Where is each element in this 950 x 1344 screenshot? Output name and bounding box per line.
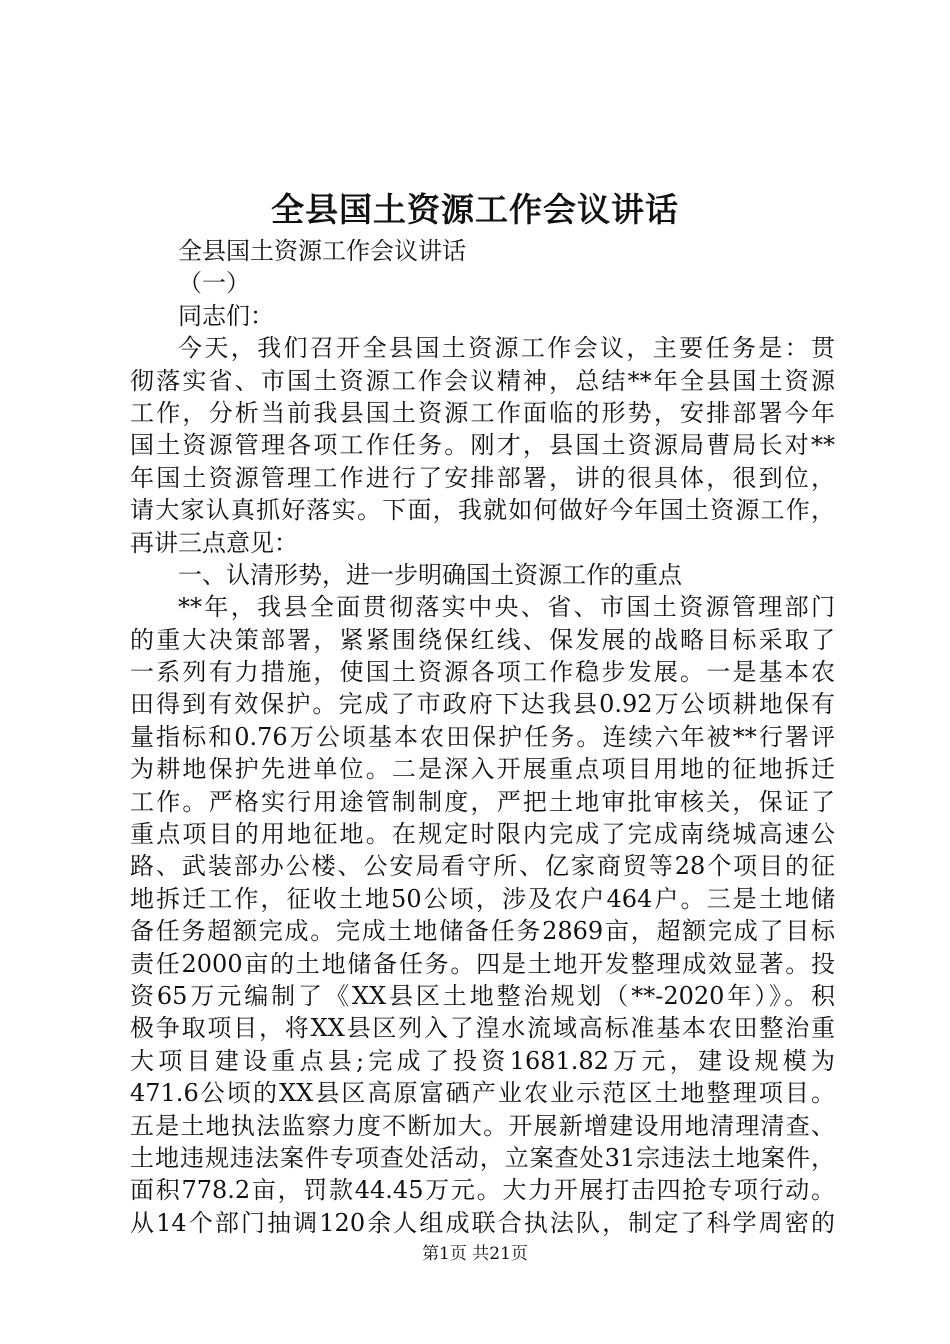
body-line: 工作，分析当前我县国土资源工作面临的形势，安排部署今年 (130, 398, 835, 427)
body-line: 备任务超额完成。完成土地储备任务2869亩，超额完成了目标 (130, 917, 835, 946)
body-line: 全县国土资源工作会议讲话 (178, 237, 466, 265)
body-line: 国土资源管理各项工作任务。刚才，县国土资源局曹局长对** (130, 431, 835, 460)
body-line: 请大家认真抓好落实。下面，我就如何做好今年国土资源工作， (130, 496, 835, 525)
body-line: 工作。严格实行用途管制制度，严把土地审批审核关，保证了 (130, 787, 835, 816)
body-line: **年，我县全面贯彻落实中央、省、市国土资源管理部门 (178, 593, 835, 622)
body-line: 471.6公顷的XX县区高原富硒产业农业示范区土地整理项目。 (130, 1079, 835, 1108)
body-line: 今天，我们召开全县国土资源工作会议，主要任务是：贯 (178, 334, 835, 363)
body-line: 量指标和0.76万公顷基本农田保护任务。连续六年被**行署评 (130, 722, 835, 751)
page-footer: 第1页 共21页 (422, 1244, 528, 1264)
body-line: （一） (178, 269, 250, 298)
body-line: 五是土地执法监察力度不断加大。开展新增建设用地清理清查、 (130, 1111, 835, 1140)
body-line: 面积778.2亩，罚款44.45万元。大力开展打击四抢专项行动。 (130, 1176, 835, 1205)
body-line: 责任2000亩的土地储备任务。四是土地开发整理成效显著。投 (130, 949, 835, 978)
body-line: 路、武装部办公楼、公安局看守所、亿家商贸等28个项目的征 (130, 852, 835, 881)
body-line: 年国土资源管理工作进行了安排部署，讲的很具体，很到位， (130, 463, 835, 492)
body-line: 土地违规违法案件专项查处活动，立案查处31宗违法土地案件， (130, 1143, 835, 1172)
body-line: 的重大决策部署，紧紧围绕保红线、保发展的战略目标采取了 (130, 625, 835, 654)
body-line: 从14个部门抽调120余人组成联合执法队，制定了科学周密的 (130, 1208, 835, 1237)
body-line: 为耕地保护先进单位。二是深入开展重点项目用地的征地拆迁 (130, 755, 835, 784)
body-line: 地拆迁工作，征收土地50公顷，涉及农户464户。三是土地储 (130, 884, 835, 913)
body-line: 田得到有效保护。完成了市政府下达我县0.92万公顷耕地保有 (130, 690, 835, 719)
body-line: 大项目建设重点县;完成了投资1681.82万元，建设规模为 (130, 1046, 835, 1075)
body-line: 再讲三点意见： (130, 528, 298, 557)
body-line: 同志们： (178, 301, 274, 330)
document-body (130, 235, 835, 1239)
section-heading: 一、认清形势，进一步明确国土资源工作的重点 (178, 560, 682, 589)
document-title: 全县国土资源工作会议讲话 (271, 190, 679, 229)
body-line: 彻落实省、市国土资源工作会议精神，总结**年全县国土资源 (130, 366, 835, 395)
body-line: 极争取项目，将XX县区列入了湟水流域高标准基本农田整治重 (130, 1014, 835, 1043)
body-line: 重点项目的用地征地。在规定时限内完成了完成南绕城高速公 (130, 820, 835, 849)
body-line: 资65万元编制了《XX县区土地整治规划（**-2020年）》。积 (130, 981, 835, 1010)
body-line: 一系列有力措施，使国土资源各项工作稳步发展。一是基本农 (130, 658, 835, 687)
